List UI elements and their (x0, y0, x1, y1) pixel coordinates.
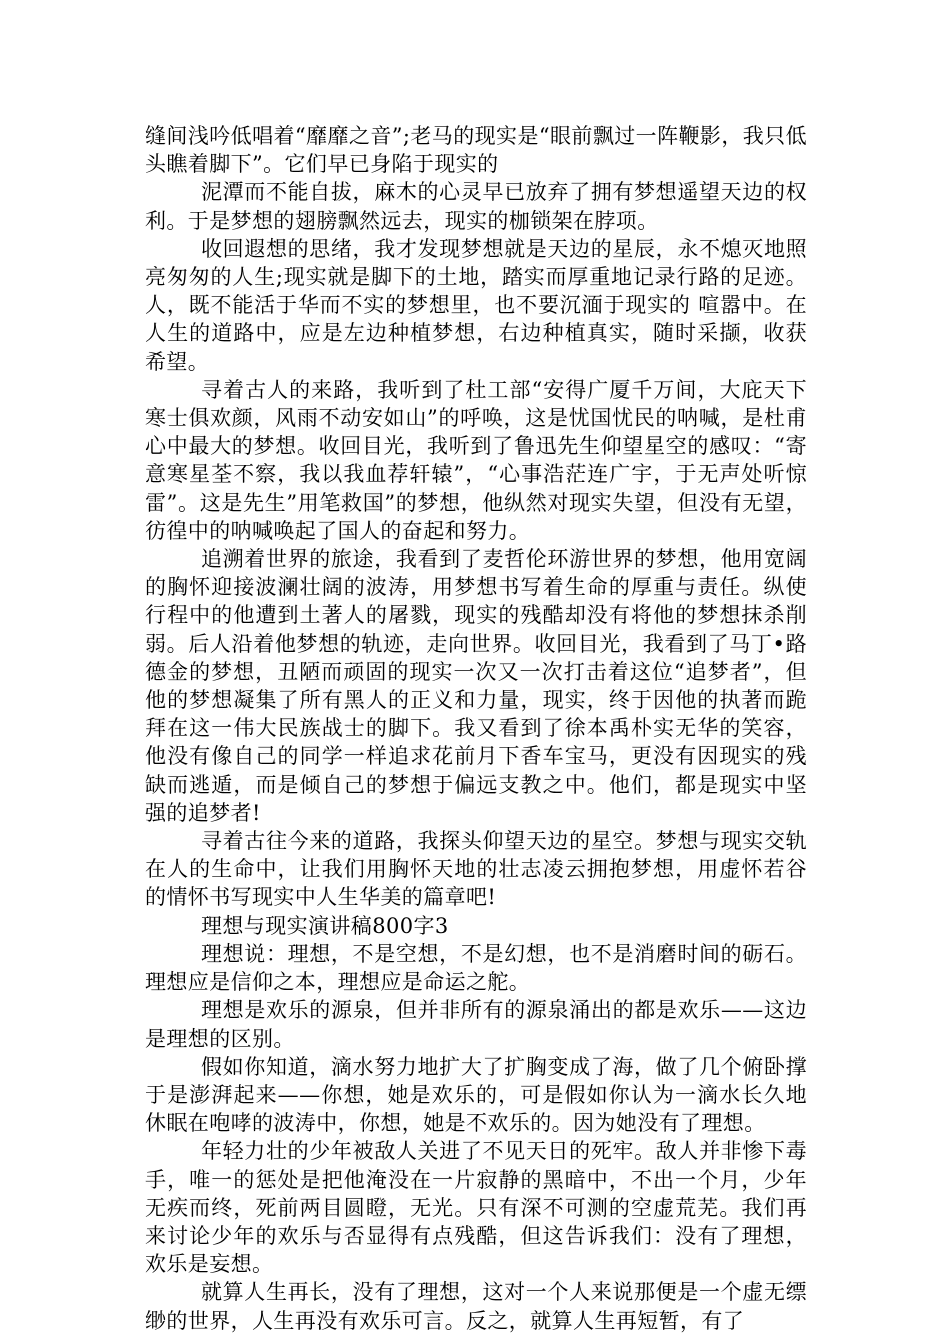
paragraph-11: 年轻力壮的少年被敌人关进了不见天日的死牢。敌人并非惨下毒手，唯一的惩处是把他淹没在一片寂静的黑暗中，不出一个月，少年无疾而终，死前两目圆瞪，无光。只有深不可测的空虚荒芜。我们再来讨论少年的欢乐与否显得有点残酷，但这告诉我们：没有了理想，欢乐是妄想。 (145, 1139, 807, 1277)
document-page (145, 122, 807, 1335)
paragraph-6: 寻着古往今来的道路，我探头仰望天边的星空。梦想与现实交轨在人的生命中，让我们用胸怀天地的壮志凌云拥抱梦想，用虚怀若谷的情怀书写现实中人生华美的篇章吧! (145, 829, 807, 910)
paragraph-1: 缝间浅吟低唱着“靡靡之音”;老马的现实是“眼前飘过一阵鞭影，我只低头瞧着脚下”。它们早已身陷于现实的 (145, 124, 807, 177)
paragraph-4: 寻着古人的来路，我听到了杜工部“安得广厦千万间，大庇天下寒士俱欢颜，风雨不动安如山”的呼唤，这是忧国忧民的呐喊，是杜甫心中最大的梦想。收回目光，我听到了鲁迅先生仰望星空的感叹：“寄意寒星荃不察，我以我血荐轩辕”，“心事浩茫连广宇，于无声处听惊雷”。这是先生”用笔救国”的梦想，他纵然对现实失望，但没有无望，彷徨中的呐喊唤起了国人的奋起和努力。 (145, 377, 807, 543)
section-heading: 理想与现实演讲稿800字3 (201, 913, 449, 938)
paragraph-8: 理想说：理想，不是空想，不是幻想，也不是消磨时间的砺石。理想应是信仰之本，理想应是命运之舵。 (145, 941, 807, 995)
paragraph-2: 泥潭而不能自拔，麻木的心灵早已放弃了拥有梦想遥望天边的权利。于是梦想的翅膀飘然远去，现实的枷锁架在脖项。 (145, 180, 807, 233)
paragraph-10: 假如你知道，滴水努力地扩大了扩胸变成了海，做了几个俯卧撑于是澎湃起来——你想，她是欢乐的，可是假如你认为一滴水长久地休眠在咆哮的波涛中，你想，她是不欢乐的。因为她没有了理想。 (145, 1054, 807, 1136)
paragraph-5: 追溯着世界的旅途，我看到了麦哲伦环游世界的梦想，他用宽阔的胸怀迎接波澜壮阔的波涛，用梦想书写着生命的厚重与责任。纵使行程中的他遭到土著人的屠戮，现实的残酷却没有将他的梦想抹杀削弱。后人沿着他梦想的轨迹，走向世界。收回目光，我看到了马丁•路德金的梦想，丑陋而顽固的现实一次又一次打击着这位“追梦者”，但他的梦想凝集了所有黑人的正义和力量，现实，终于因他的执著而跪拜在这一伟大民族战士的脚下。我又看到了徐本禹朴实无华的笑容，他没有像自己的同学一样追求花前月下香车宝马，更没有因现实的残缺而逃遁，而是倾自己的梦想于偏远支教之中。他们，都是现实中坚强的追梦者! (145, 547, 807, 825)
paragraph-3: 收回遐想的思绪，我才发现梦想就是天边的星辰，永不熄灭地照亮匆匆的人生;现实就是脚下的土地，踏实而厚重地记录行路的足迹。人，既不能活于华而不实的梦想里，也不要沉湎于现实的 喧嚣中。在人生的道路中，应是左边种植梦想，右边种植真实，随时采撷，收获希望。 (145, 236, 807, 374)
paragraph-12: 就算人生再长，没有了理想，这对一个人来说那便是一个虚无缥缈的世界，人生再没有欢乐可言。反之，就算人生再短暂，有了 (145, 1280, 807, 1333)
paragraph-9: 理想是欢乐的源泉，但并非所有的源泉涌出的都是欢乐——这边是理想的区别。 (145, 998, 807, 1051)
